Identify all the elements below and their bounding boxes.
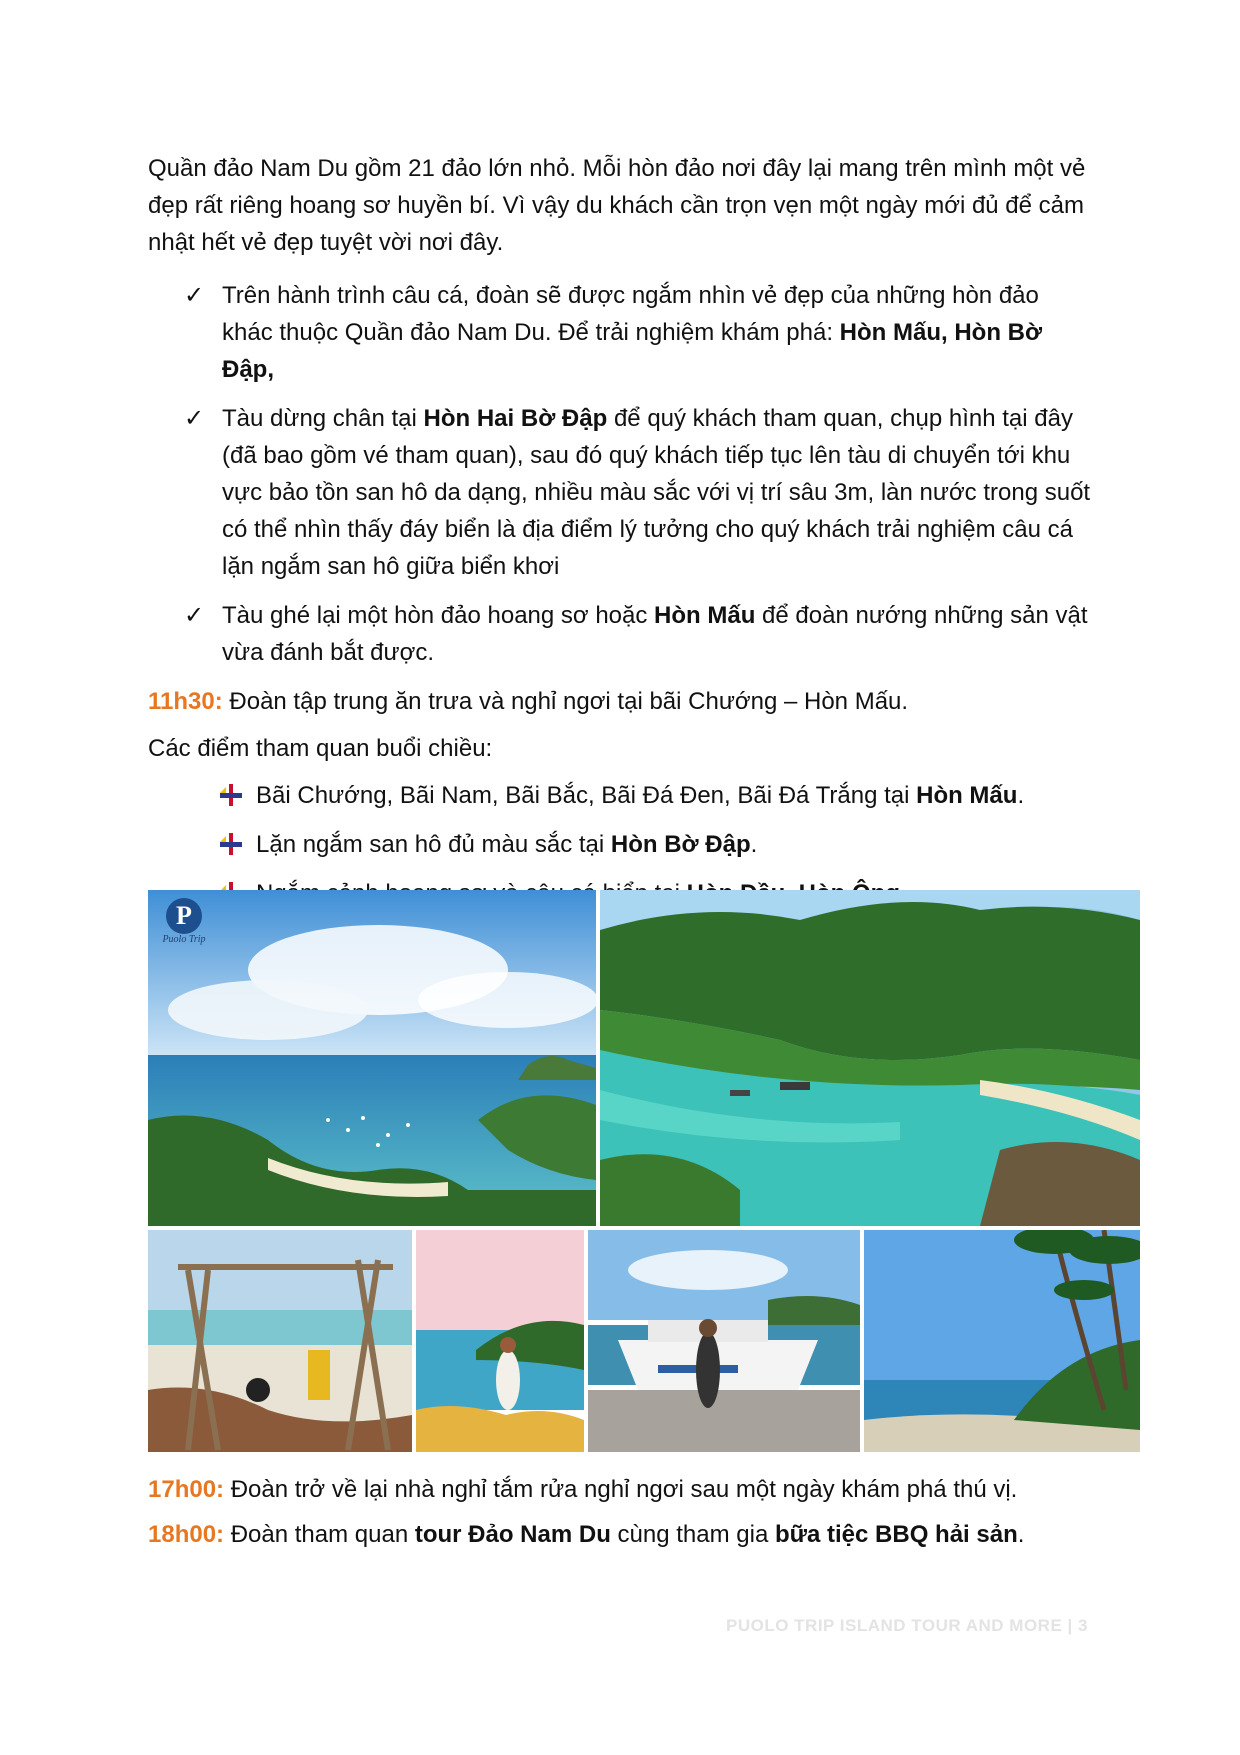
checklist	[148, 277, 1093, 671]
time-label: 18h00:	[148, 1521, 225, 1548]
page-number: 3	[1078, 1616, 1088, 1635]
pin-arrow-bullet-icon	[218, 783, 244, 807]
time-label: 11h30:	[148, 688, 223, 715]
pin-arrow-bullet-icon	[218, 832, 244, 856]
photo-palm-beach	[864, 1230, 1140, 1452]
photo-aerial-bay	[148, 890, 596, 1226]
footer-text: PUOLO TRIP ISLAND TOUR AND MORE	[725, 1616, 1063, 1635]
list-item: Lặn ngắm san hô đủ màu sắc tại Hòn Bờ Đập.	[148, 826, 1093, 863]
photo-beach-swing	[148, 1230, 412, 1452]
afternoon-heading: Các điểm tham quan buổi chiều:	[148, 735, 493, 762]
photo-boat-harbor	[588, 1230, 860, 1452]
list-item: ✓ Tàu dừng chân tại Hòn Hai Bờ Đập để quý khách tham quan, chụp hình tại đây (đã bao gồm vé tham quan), sau đó quý khách tiếp tục lên tàu di chuyển tới khu vực bảo tồn san hô da dạng, nhiều màu sắc với vị trí sâu 3m, làn nước trong suốt có thể nhìn thấy đáy biển là địa điểm lý tưởng cho quý khách trải nghiệm câu cá lặn ngắm san hô giữa biển khơi	[148, 400, 1093, 585]
checkmark-icon: ✓	[184, 601, 205, 629]
list-item: ✓ Tàu ghé lại một hòn đảo hoang sơ hoặc Hòn Mấu để đoàn nướng những sản vật vừa đánh bắt được.	[148, 597, 1093, 671]
footer-separator: |	[1067, 1616, 1073, 1635]
list-item: Bãi Chướng, Bãi Nam, Bãi Bắc, Bãi Đá Đen, Bãi Đá Trắng tại Hòn Mấu.	[148, 777, 1093, 814]
page-footer	[726, 1616, 1088, 1636]
lunch-line: 11h30: Đoàn tập trung ăn trưa và nghỉ ngơi tại bãi Chướng – Hòn Mấu.	[148, 688, 909, 715]
photo-green-bay	[600, 890, 1140, 1226]
intro-paragraph: Quần đảo Nam Du gồm 21 đảo lớn nhỏ. Mỗi hòn đảo nơi đây lại mang trên mình một vẻ đẹp rất riêng hoang sơ huyền bí. Vì vậy du khách cần trọn vẹn một ngày mới đủ để cảm nhật hết vẻ đẹp tuyệt vời nơi đây.	[148, 155, 1086, 256]
photo-island-view	[416, 1230, 584, 1452]
logo-mark-icon: P	[166, 898, 202, 934]
brand-logo	[158, 898, 210, 945]
time-label: 17h00:	[148, 1476, 225, 1503]
list-item: ✓ Trên hành trình câu cá, đoàn sẽ được ngắm nhìn vẻ đẹp của những hòn đảo khác thuộc Quần đảo Nam Du. Để trải nghiệm khám phá: Hòn Mấu, Hòn Bờ Đập,	[148, 277, 1093, 388]
bbq-line: 18h00: Đoàn tham quan tour Đảo Nam Du cùng tham gia bữa tiệc BBQ hải sản.	[148, 1521, 1025, 1548]
logo-text: Puolo Trip	[162, 934, 206, 945]
evening-section	[148, 1463, 1140, 1553]
evening-line: 17h00: Đoàn trở về lại nhà nghỉ tắm rửa nghỉ ngơi sau một ngày khám phá thú vị.	[148, 1476, 1018, 1503]
document-body	[148, 150, 1093, 924]
checkmark-icon: ✓	[184, 281, 205, 309]
checkmark-icon: ✓	[184, 404, 205, 432]
photo-collage	[148, 890, 1140, 1452]
